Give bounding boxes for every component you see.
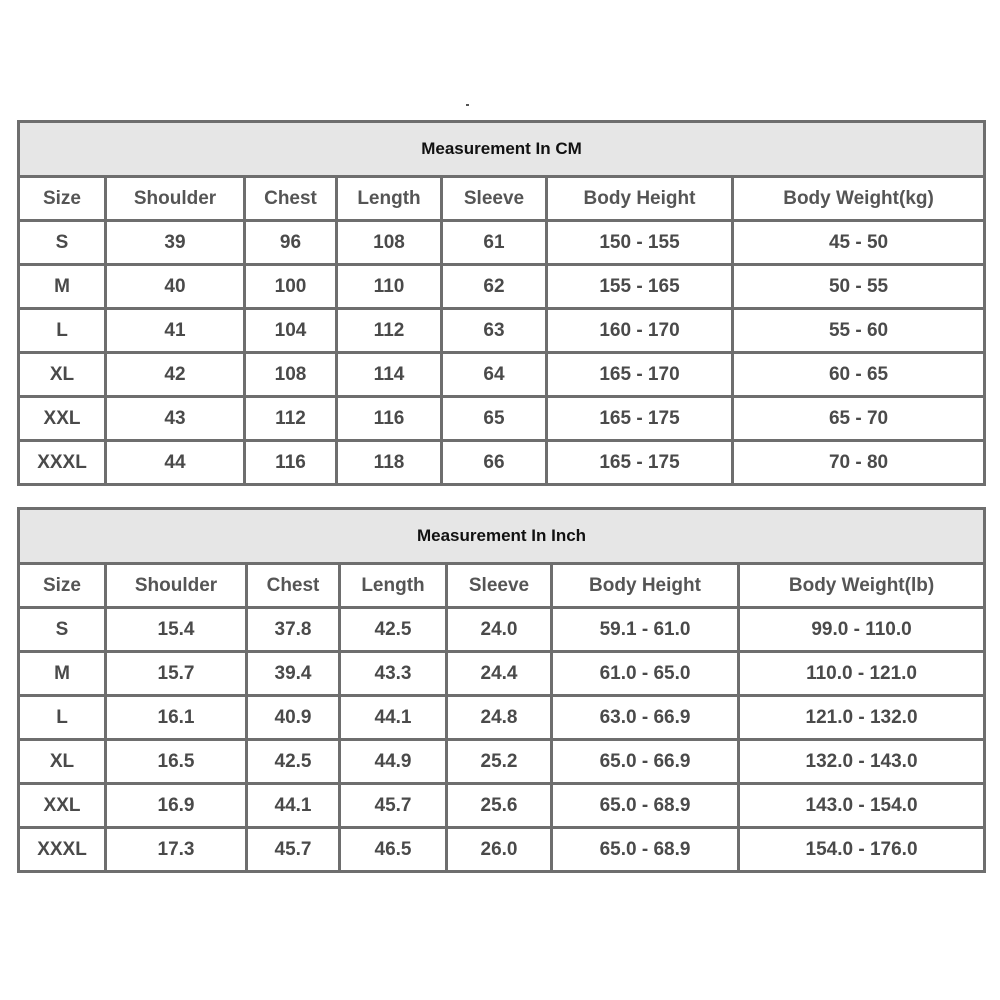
value-cell: 42.5 xyxy=(340,608,447,652)
value-cell: 65.0 - 66.9 xyxy=(552,740,739,784)
value-cell: 108 xyxy=(337,221,442,265)
value-cell: 116 xyxy=(337,397,442,441)
value-cell: 43.3 xyxy=(340,652,447,696)
column-header: Sleeve xyxy=(447,564,552,608)
table-row xyxy=(19,265,985,309)
value-cell: 25.2 xyxy=(447,740,552,784)
value-cell: 143.0 - 154.0 xyxy=(739,784,985,828)
column-header: Body Height xyxy=(552,564,739,608)
table-row xyxy=(19,309,985,353)
value-cell: 114 xyxy=(337,353,442,397)
table-row xyxy=(19,828,985,872)
value-cell: 61.0 - 65.0 xyxy=(552,652,739,696)
value-cell: 110.0 - 121.0 xyxy=(739,652,985,696)
size-cell: L xyxy=(19,309,106,353)
size-table-cm xyxy=(17,120,986,486)
size-cell: XXXL xyxy=(19,828,106,872)
value-cell: 42 xyxy=(106,353,245,397)
size-cell: XXL xyxy=(19,784,106,828)
value-cell: 165 - 170 xyxy=(547,353,733,397)
value-cell: 63.0 - 66.9 xyxy=(552,696,739,740)
column-header: Chest xyxy=(245,177,337,221)
value-cell: 16.9 xyxy=(106,784,247,828)
value-cell: 112 xyxy=(337,309,442,353)
table-row xyxy=(19,652,985,696)
value-cell: 62 xyxy=(442,265,547,309)
value-cell: 15.7 xyxy=(106,652,247,696)
value-cell: 165 - 175 xyxy=(547,441,733,485)
table-row xyxy=(19,608,985,652)
value-cell: 100 xyxy=(245,265,337,309)
value-cell: 150 - 155 xyxy=(547,221,733,265)
value-cell: 44 xyxy=(106,441,245,485)
value-cell: 65.0 - 68.9 xyxy=(552,784,739,828)
value-cell: 46.5 xyxy=(340,828,447,872)
value-cell: 64 xyxy=(442,353,547,397)
table-row xyxy=(19,353,985,397)
value-cell: 44.9 xyxy=(340,740,447,784)
column-header: Size xyxy=(19,177,106,221)
value-cell: 16.1 xyxy=(106,696,247,740)
value-cell: 25.6 xyxy=(447,784,552,828)
value-cell: 132.0 - 143.0 xyxy=(739,740,985,784)
size-cell: XL xyxy=(19,353,106,397)
value-cell: 99.0 - 110.0 xyxy=(739,608,985,652)
value-cell: 45 - 50 xyxy=(733,221,985,265)
table-row xyxy=(19,740,985,784)
value-cell: 44.1 xyxy=(247,784,340,828)
column-header: Body Weight(lb) xyxy=(739,564,985,608)
size-cell: M xyxy=(19,652,106,696)
header-row xyxy=(19,177,985,221)
value-cell: 65 - 70 xyxy=(733,397,985,441)
value-cell: 60 - 65 xyxy=(733,353,985,397)
value-cell: 40 xyxy=(106,265,245,309)
value-cell: 24.4 xyxy=(447,652,552,696)
table-row xyxy=(19,221,985,265)
column-header: Length xyxy=(337,177,442,221)
size-cell: XXXL xyxy=(19,441,106,485)
value-cell: 40.9 xyxy=(247,696,340,740)
column-header: Sleeve xyxy=(442,177,547,221)
value-cell: 154.0 - 176.0 xyxy=(739,828,985,872)
table-row xyxy=(19,696,985,740)
value-cell: 17.3 xyxy=(106,828,247,872)
column-header: Body Weight(kg) xyxy=(733,177,985,221)
value-cell: 116 xyxy=(245,441,337,485)
column-header: Body Height xyxy=(547,177,733,221)
column-header: Length xyxy=(340,564,447,608)
size-cell: XXL xyxy=(19,397,106,441)
size-table-inch xyxy=(17,507,986,873)
size-cell: S xyxy=(19,221,106,265)
table-row xyxy=(19,441,985,485)
value-cell: 16.5 xyxy=(106,740,247,784)
size-cell: XL xyxy=(19,740,106,784)
value-cell: 42.5 xyxy=(247,740,340,784)
value-cell: 59.1 - 61.0 xyxy=(552,608,739,652)
value-cell: 45.7 xyxy=(340,784,447,828)
value-cell: 39.4 xyxy=(247,652,340,696)
value-cell: 41 xyxy=(106,309,245,353)
value-cell: 112 xyxy=(245,397,337,441)
value-cell: 43 xyxy=(106,397,245,441)
value-cell: 70 - 80 xyxy=(733,441,985,485)
value-cell: 24.0 xyxy=(447,608,552,652)
table-title: Measurement In CM xyxy=(19,122,985,177)
value-cell: 24.8 xyxy=(447,696,552,740)
table-title-row xyxy=(19,509,985,564)
value-cell: 65 xyxy=(442,397,547,441)
value-cell: 66 xyxy=(442,441,547,485)
value-cell: 63 xyxy=(442,309,547,353)
size-cell: L xyxy=(19,696,106,740)
value-cell: 121.0 - 132.0 xyxy=(739,696,985,740)
value-cell: 155 - 165 xyxy=(547,265,733,309)
value-cell: 65.0 - 68.9 xyxy=(552,828,739,872)
header-row xyxy=(19,564,985,608)
column-header: Size xyxy=(19,564,106,608)
value-cell: 61 xyxy=(442,221,547,265)
value-cell: 55 - 60 xyxy=(733,309,985,353)
value-cell: 37.8 xyxy=(247,608,340,652)
value-cell: 50 - 55 xyxy=(733,265,985,309)
value-cell: 160 - 170 xyxy=(547,309,733,353)
value-cell: 96 xyxy=(245,221,337,265)
value-cell: 108 xyxy=(245,353,337,397)
column-header: Shoulder xyxy=(106,177,245,221)
table-title: Measurement In Inch xyxy=(19,509,985,564)
table-title-row xyxy=(19,122,985,177)
column-header: Chest xyxy=(247,564,340,608)
value-cell: 104 xyxy=(245,309,337,353)
value-cell: 44.1 xyxy=(340,696,447,740)
value-cell: 15.4 xyxy=(106,608,247,652)
value-cell: 45.7 xyxy=(247,828,340,872)
value-cell: 165 - 175 xyxy=(547,397,733,441)
value-cell: 39 xyxy=(106,221,245,265)
table-row xyxy=(19,784,985,828)
value-cell: 118 xyxy=(337,441,442,485)
size-cell: M xyxy=(19,265,106,309)
value-cell: 110 xyxy=(337,265,442,309)
column-header: Shoulder xyxy=(106,564,247,608)
stray-mark xyxy=(466,104,469,106)
table-row xyxy=(19,397,985,441)
value-cell: 26.0 xyxy=(447,828,552,872)
size-cell: S xyxy=(19,608,106,652)
